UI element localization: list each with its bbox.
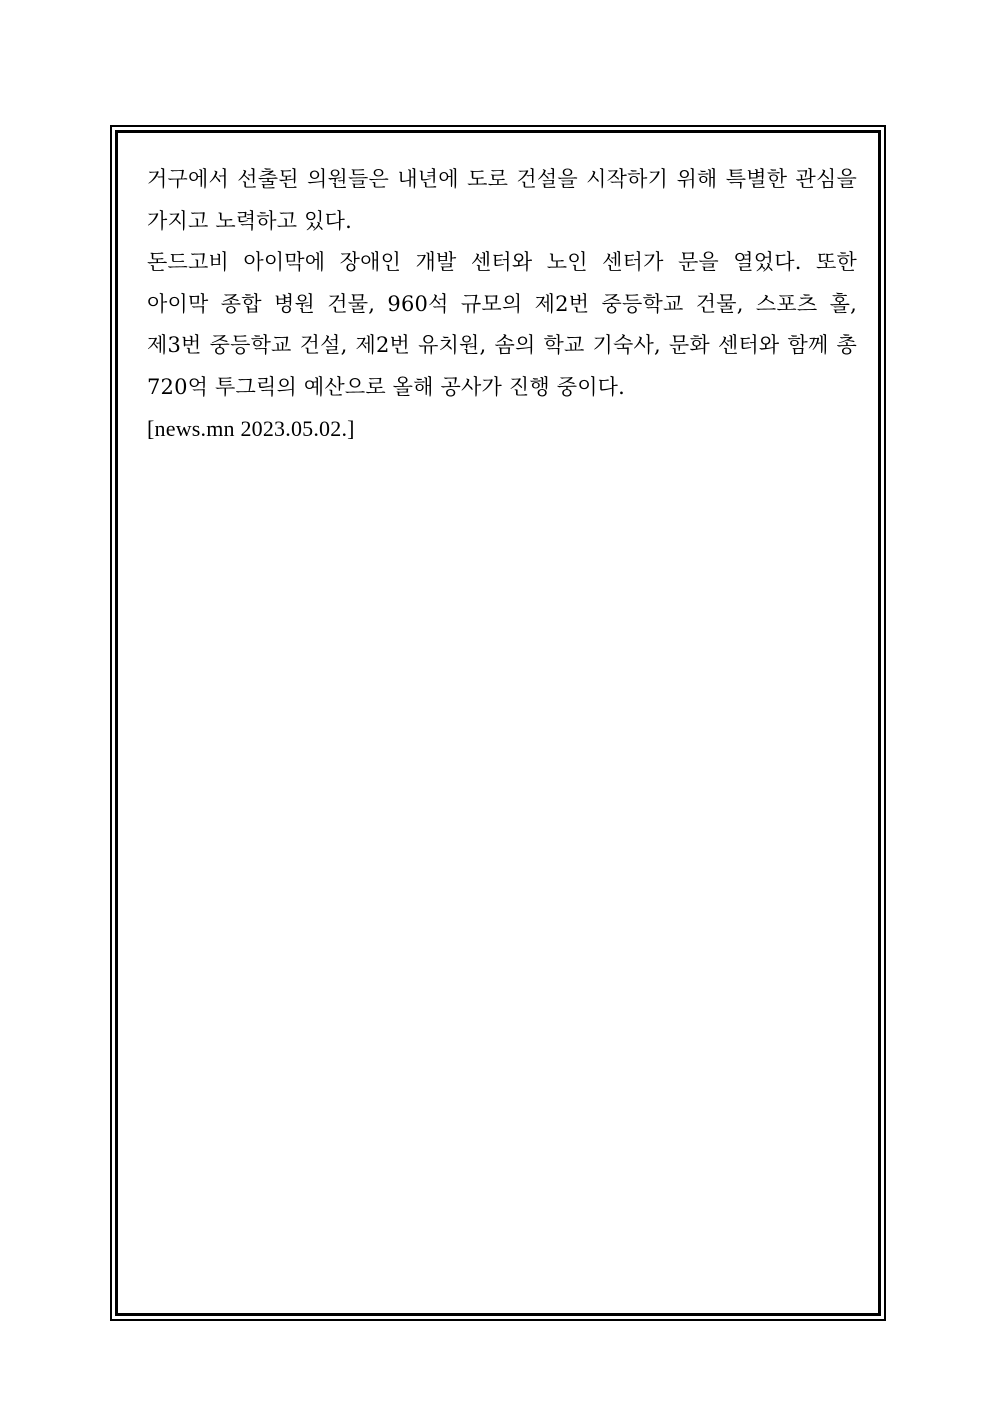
- article-body: [147, 159, 857, 450]
- document-border: [110, 125, 886, 1321]
- paragraph-facilities: 돈드고비 아이막에 장애인 개발 센터와 노인 센터가 문을 열었다. 또한 아이막 종합 병원 건물, 960석 규모의 제2번 중등학교 건물, 스포츠 홀, 제3번 중등학교 건설, 제2번 유치원, 솜의 학교 기숙사, 문화 센터와 함께 총 720억 투그릭의 예산으로 올해 공사가 진행 중이다.: [147, 250, 857, 399]
- source-citation: [news.mn 2023.05.02.]: [147, 416, 355, 441]
- paragraph-road-construction: 거구에서 선출된 의원들은 내년에 도로 건설을 시작하기 위해 특별한 관심을 가지고 노력하고 있다.: [147, 167, 857, 233]
- document-inner-border: [115, 130, 881, 1316]
